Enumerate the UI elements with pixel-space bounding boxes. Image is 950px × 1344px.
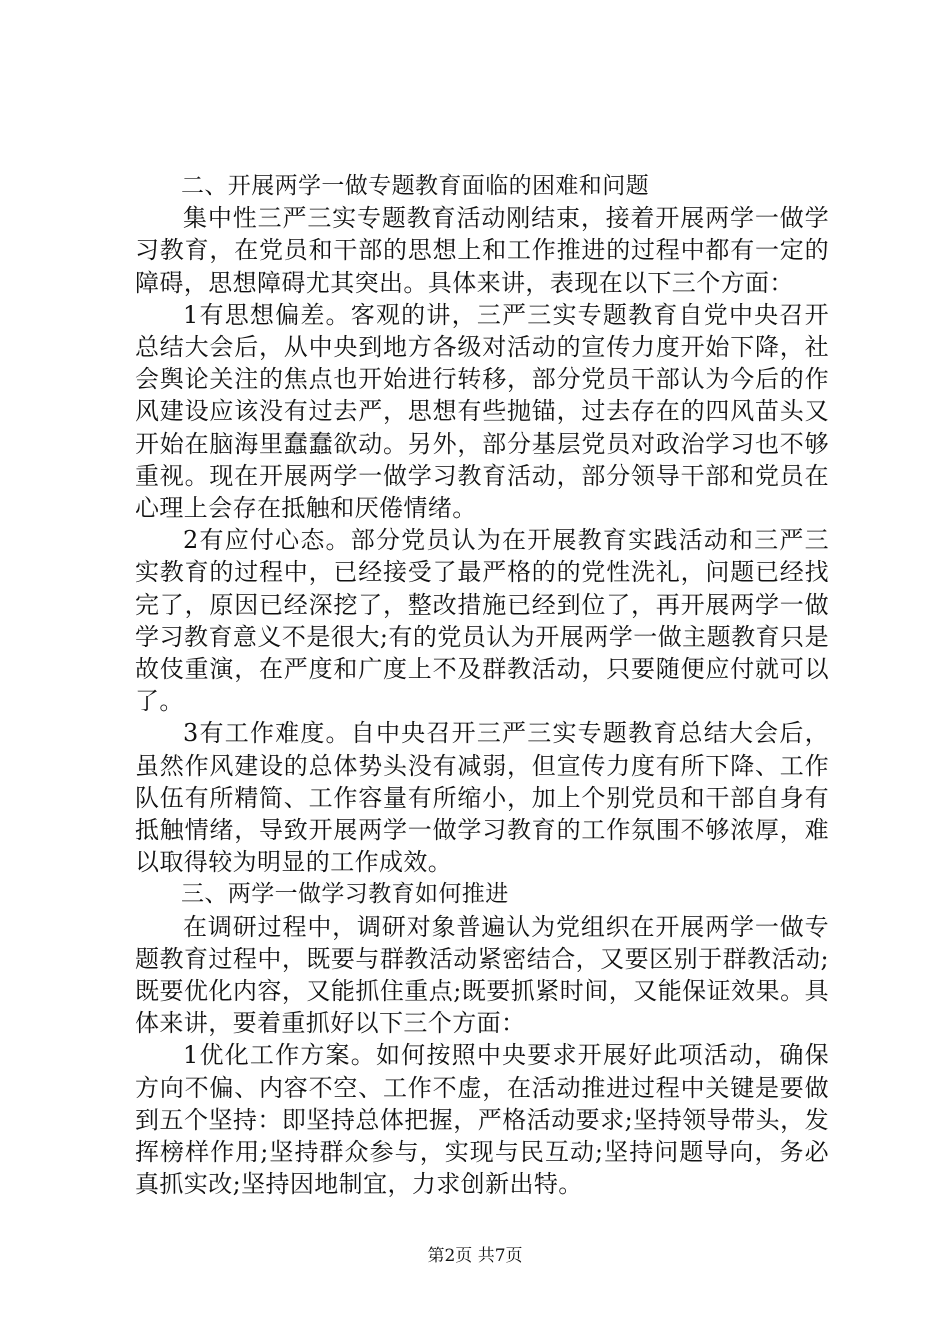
paragraph-point-4: 1优化工作方案。如何按照中央要求开展好此项活动，确保方向不偏、内容不空、工作不虚，在活动推进过程中关键是要做到五个坚持：即坚持总体把握，严格活动要求;坚持领导带头，发挥榜样作用;坚持群众参与，实现与民互动;坚持问题导向，务必真抓实改;坚持因地制宜，力求创新出特。 <box>135 1041 829 1199</box>
paragraph-research: 在调研过程中，调研对象普遍认为党组织在开展两学一做专题教育过程中，既要与群教活动紧密结合，又要区别于群教活动;既要优化内容，又能抓住重点;既要抓紧时间，又能保证效果。具体来讲，要着重抓好以下三个方面： <box>135 912 829 1038</box>
paragraph-point-2: 2有应付心态。部分党员认为在开展教育实践活动和三严三实教育的过程中，已经接受了最严格的的党性洗礼，问题已经找完了，原因已经深挖了，整改措施已经到位了，再开展两学一做学习教育意义不是很大;有的党员认为开展两学一做主题教育只是故伎重演，在严度和广度上不及群教活动，只要随便应付就可以了。 <box>135 526 829 716</box>
document-body <box>135 170 829 1201</box>
section-heading-3: 三、两学一做学习教育如何推进 <box>181 881 509 908</box>
page-number-footer: 第2页 共7页 <box>427 1246 523 1266</box>
paragraph-point-3: 3有工作难度。自中央召开三严三实专题教育总结大会后，虽然作风建设的总体势头没有减弱，但宣传力度有所下降、工作队伍有所精简、工作容量有所缩小，加上个别党员和干部自身有抵触情绪，导致开展两学一做学习教育的工作氛围不够浓厚，难以取得较为明显的工作成效。 <box>135 719 829 877</box>
paragraph-intro: 集中性三严三实专题教育活动刚结束，接着开展两学一做学习教育，在党员和干部的思想上和工作推进的过程中都有一定的障碍，思想障碍尤其突出。具体来讲，表现在以下三个方面： <box>135 204 829 297</box>
section-heading-2: 二、开展两学一做专题教育面临的困难和问题 <box>181 173 649 199</box>
paragraph-point-1: 1有思想偏差。客观的讲，三严三实专题教育自党中央召开总结大会后，从中央到地方各级对活动的宣传力度开始下降，社会舆论关注的焦点也开始进行转移，部分党员干部认为今后的作风建设应该没有过去严，思想有些抛锚，过去存在的四风苗头又开始在脑海里蠢蠢欲动。另外，部分基层党员对政治学习也不够重视。现在开展两学一做学习教育活动，部分领导干部和党员在心理上会存在抵触和厌倦情绪。 <box>135 300 829 523</box>
